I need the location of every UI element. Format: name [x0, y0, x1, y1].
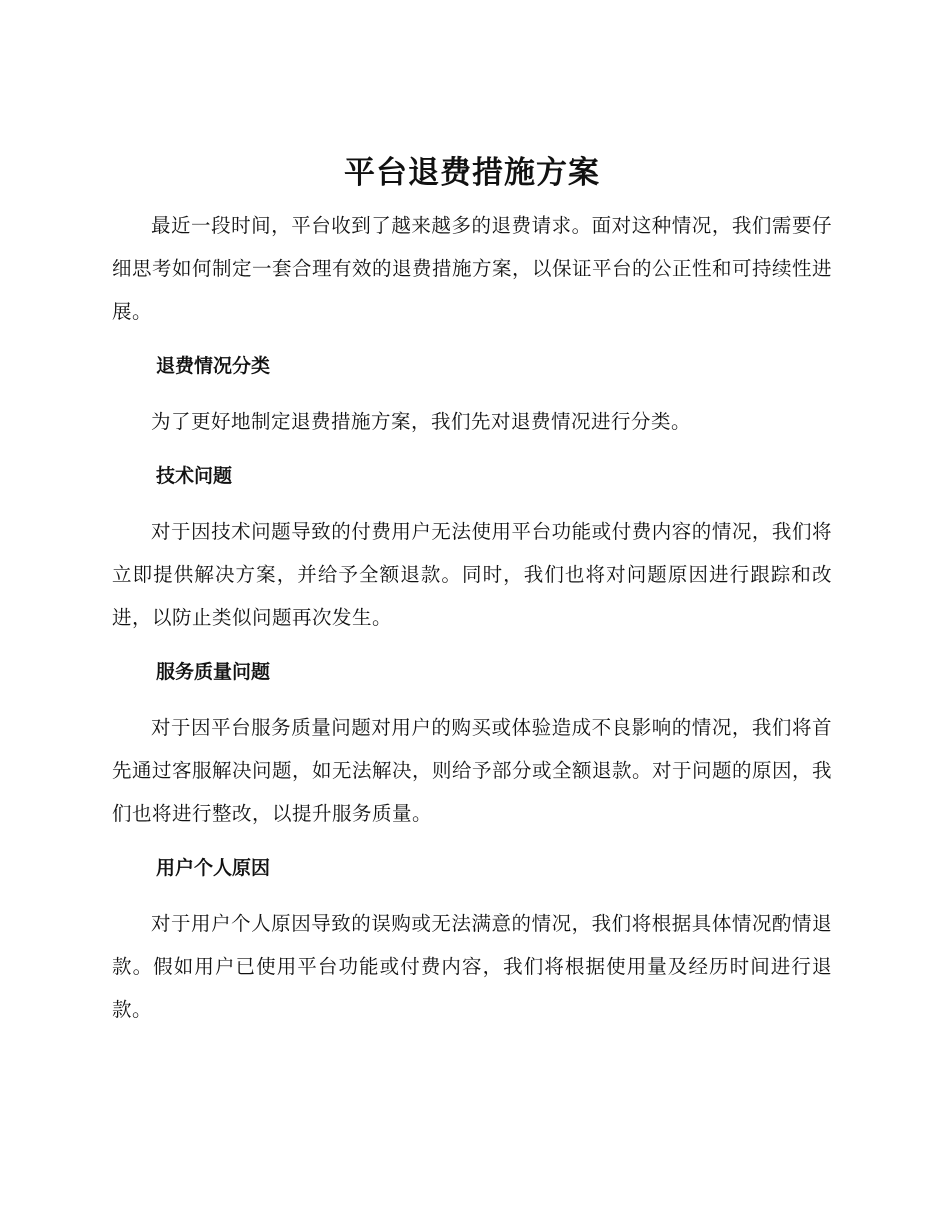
section-heading-refund-classification: 退费情况分类	[156, 355, 271, 377]
section-body-personal-reasons: 对于用户个人原因导致的误购或无法满意的情况，我们将根据具体情况酌情退款。假如用户已使用平台功能或付费内容，我们将根据使用量及经历时间进行退款。	[112, 912, 832, 1021]
intro-paragraph: 最近一段时间，平台收到了越来越多的退费请求。面对这种情况，我们需要仔细思考如何制定一套合理有效的退费措施方案，以保证平台的公正性和可持续性进展。	[112, 214, 833, 323]
section-heading-service-quality: 服务质量问题	[156, 661, 271, 683]
section-body-refund-classification: 为了更好地制定退费措施方案，我们先对退费情况进行分类。	[151, 410, 692, 433]
section-heading-personal-reasons: 用户个人原因	[156, 857, 271, 879]
section-body-service-quality: 对于因平台服务质量问题对用户的购买或体验造成不良影响的情况，我们将首先通过客服解决问题，如无法解决，则给予部分或全额退款。对于问题的原因，我们也将进行整改，以提升服务质量。	[112, 716, 833, 825]
section-heading-technical-issues: 技术问题	[156, 465, 233, 487]
document-content	[112, 150, 832, 1031]
document-title: 平台退费措施方案	[344, 155, 600, 191]
section-body-technical-issues: 对于因技术问题导致的付费用户无法使用平台功能或付费内容的情况，我们将立即提供解决方案，并给予全额退款。同时，我们也将对问题原因进行跟踪和改进，以防止类似问题再次发生。	[112, 520, 832, 629]
